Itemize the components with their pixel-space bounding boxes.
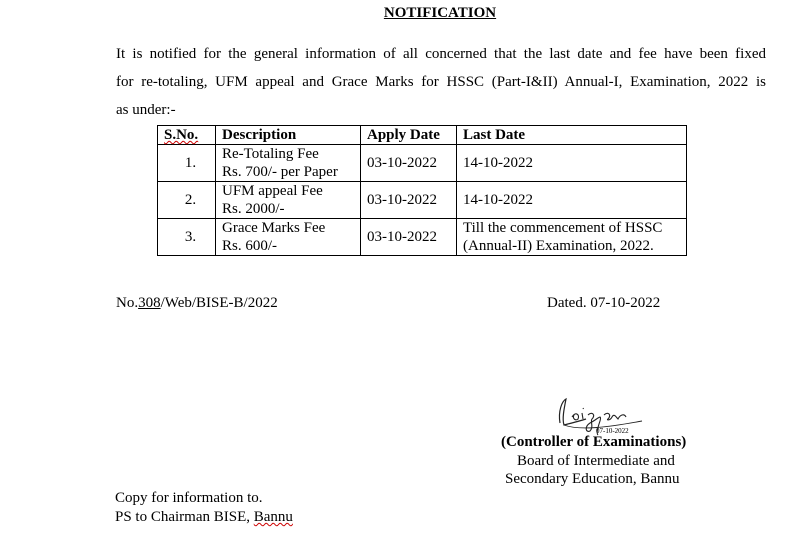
board-name-line-1: Board of Intermediate and <box>517 453 675 469</box>
header-apply-date: Apply Date <box>361 126 457 145</box>
header-sno: S.No. <box>158 126 216 145</box>
copy-place: Bannu <box>253 509 293 525</box>
handwritten-signature <box>550 393 650 438</box>
issue-date: Dated. 07-10-2022 <box>547 295 661 311</box>
cell-last-date: 14-10-2022 <box>457 145 687 182</box>
table-row <box>158 182 687 219</box>
table-row <box>158 145 687 182</box>
signatory-title: (Controller of Examinations) <box>501 434 687 450</box>
table-row <box>158 219 687 256</box>
copy-recipient: PS to Chairman BISE, Bannu <box>115 509 293 525</box>
cell-sno: 1. <box>158 145 216 182</box>
cell-sno: 2. <box>158 182 216 219</box>
table-header-row <box>158 126 687 145</box>
paragraph-line-1: It is notified for the general information of all concerned that the last date and fee have been fixed <box>116 46 766 62</box>
signature-date: 07-10-2022 <box>596 427 629 435</box>
paragraph-line-2: for re-totaling, UFM appeal and Grace Marks for HSSC (Part-I&II) Annual-I, Examination, 2022 is <box>116 74 766 90</box>
fee-schedule-table <box>157 125 687 256</box>
paragraph-line-3: as under:- <box>116 102 176 118</box>
cell-last-date: 14-10-2022 <box>457 182 687 219</box>
notification-title: NOTIFICATION <box>383 5 497 21</box>
cell-apply-date: 03-10-2022 <box>361 182 457 219</box>
board-name-line-2: Secondary Education, Bannu <box>505 471 680 487</box>
header-description: Description <box>216 126 361 145</box>
cell-apply-date: 03-10-2022 <box>361 219 457 256</box>
copy-heading: Copy for information to. <box>115 490 263 506</box>
notice-paragraph <box>116 40 766 124</box>
cell-apply-date: 03-10-2022 <box>361 145 457 182</box>
header-last-date: Last Date <box>457 126 687 145</box>
cell-description: Grace Marks Fee Rs. 600/- <box>216 219 361 256</box>
reference-number: No.308/Web/BISE-B/2022 <box>116 295 278 311</box>
cell-description: UFM appeal Fee Rs. 2000/- <box>216 182 361 219</box>
cell-last-date: Till the commencement of HSSC (Annual-II) Examination, 2022. <box>457 219 687 256</box>
cell-description: Re-Totaling Fee Rs. 700/- per Paper <box>216 145 361 182</box>
reference-serial: 308 <box>138 295 161 311</box>
cell-sno: 3. <box>158 219 216 256</box>
